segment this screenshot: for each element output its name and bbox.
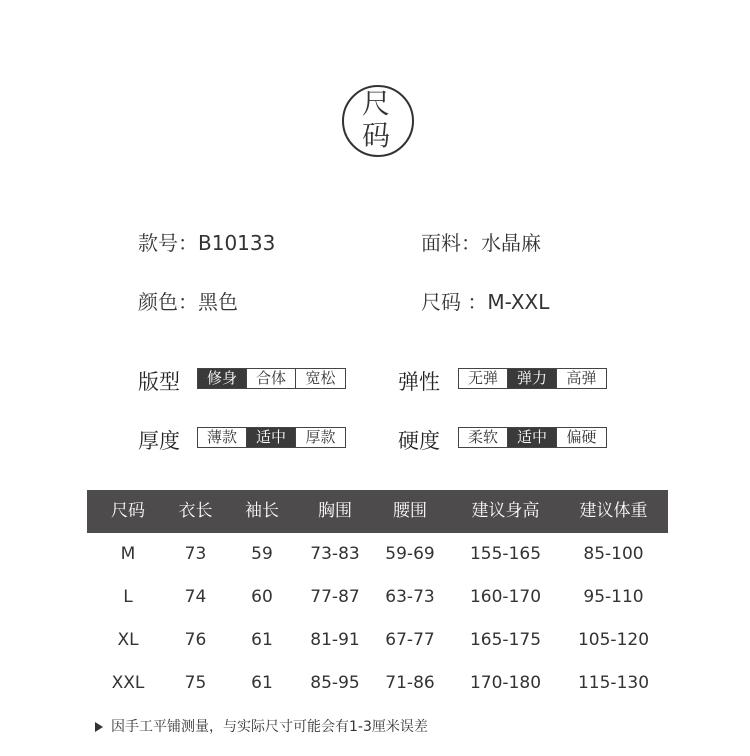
table-cell: M: [120, 544, 136, 564]
table-cell: 77-87: [310, 587, 360, 607]
size-range: 尺码 ：M-XXL: [421, 290, 550, 314]
fabric: 面料：水晶麻: [421, 231, 541, 255]
table-cell: 73-83: [310, 544, 360, 564]
table-cell: 61: [251, 630, 273, 650]
table-cell: 85-100: [583, 544, 644, 564]
table-cell: 75: [184, 673, 207, 693]
table-row: [87, 619, 668, 662]
table-cell: 71-86: [385, 673, 435, 693]
table-cell: 160-170: [469, 587, 542, 607]
attr-option: 适中: [508, 428, 557, 447]
table-row: [87, 576, 668, 619]
table-cell: 165-175: [469, 630, 542, 650]
header-cell: 尺码: [111, 501, 145, 521]
note-text: 因手工平铺测量，与实际尺寸可能会有1-3厘米误差: [111, 719, 428, 735]
attr-label-hardness: 硬度: [398, 429, 440, 453]
attr-options-fit: [197, 368, 346, 389]
table-cell: 73: [184, 544, 207, 564]
attr-option: 薄款: [198, 428, 247, 447]
attr-option: 柔软: [459, 428, 508, 447]
header-cell: 建议身高: [471, 501, 540, 521]
header-cell: 胸围: [318, 501, 352, 521]
table-cell: 170-180: [469, 673, 542, 693]
attr-option: 无弹: [459, 369, 508, 388]
attr-label-thickness: 厚度: [138, 429, 180, 453]
attr-option: 宽松: [305, 369, 336, 387]
table-cell: 74: [184, 587, 207, 607]
triangle-bullet-icon: [95, 722, 103, 732]
size-title-badge: [342, 85, 414, 157]
size-table: [87, 490, 668, 705]
table-cell: 85-95: [310, 673, 360, 693]
header-cell: 腰围: [393, 501, 427, 521]
attr-option: 合体: [247, 369, 296, 388]
table-cell: 61: [251, 673, 273, 693]
attr-options-elasticity: [458, 368, 607, 389]
measurement-note: [95, 716, 428, 736]
table-row: [87, 533, 668, 576]
table-header: [87, 490, 668, 533]
style-number: 款号：B10133: [138, 231, 276, 255]
attr-option: 偏硬: [566, 428, 597, 446]
attr-option: 高弹: [566, 369, 597, 387]
attr-label-fit: 版型: [138, 370, 180, 394]
header-cell: 袖长: [245, 501, 279, 521]
table-cell: 59-69: [385, 544, 435, 564]
table-cell: 63-73: [385, 587, 435, 607]
table-cell: 105-120: [577, 630, 650, 650]
attr-label-elasticity: 弹性: [398, 370, 440, 394]
attr-options-hardness: [458, 427, 607, 448]
table-cell: 76: [184, 630, 207, 650]
table-cell: 115-130: [577, 673, 650, 693]
attr-option: 修身: [198, 369, 247, 388]
title-char-1: 尺: [362, 87, 391, 120]
table-cell: 59: [251, 544, 273, 564]
table-row: [87, 662, 668, 705]
color: 颜色：黑色: [138, 290, 238, 314]
table-cell: L: [123, 587, 133, 607]
table-cell: 155-165: [469, 544, 542, 564]
header-cell: 建议体重: [579, 501, 648, 521]
attr-option: 适中: [247, 428, 296, 447]
attr-option: 弹力: [508, 369, 557, 388]
table-cell: 81-91: [310, 630, 360, 650]
header-cell: 衣长: [178, 501, 213, 521]
table-cell: 67-77: [385, 630, 435, 650]
title-char-2: 码: [362, 119, 391, 152]
table-cell: 60: [251, 587, 273, 607]
table-cell: 95-110: [583, 587, 644, 607]
table-cell: XL: [117, 630, 139, 650]
table-cell: XXL: [111, 673, 145, 693]
attr-options-thickness: [197, 427, 346, 448]
attr-option: 厚款: [305, 428, 336, 446]
